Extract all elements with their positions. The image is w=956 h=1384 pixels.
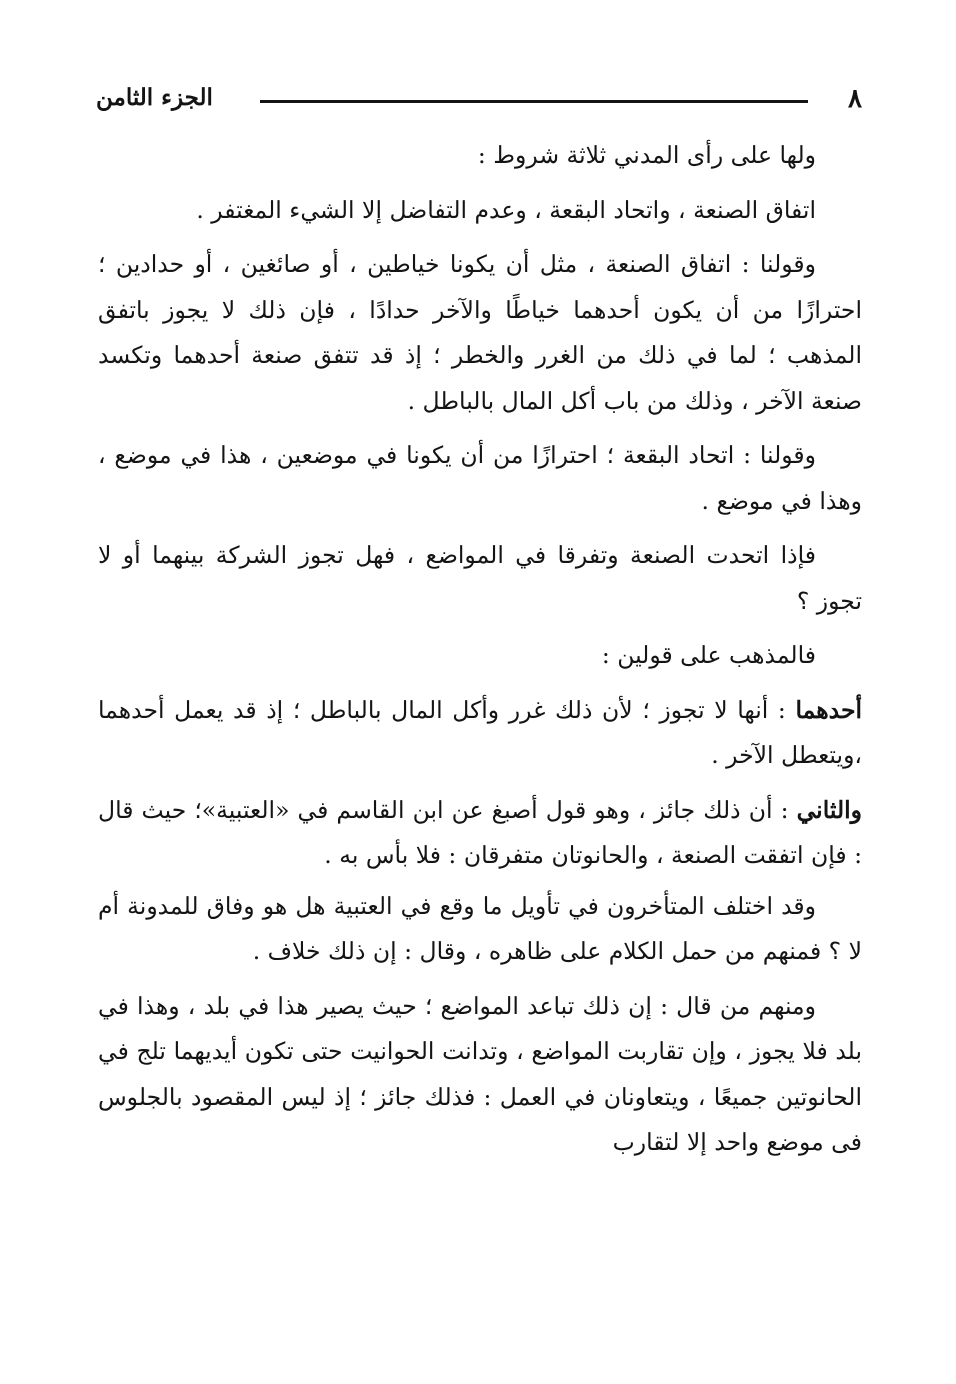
paragraph-text: وقولنا : اتفاق الصنعة ، مثل أن يكونا خياطين ، أو صائغين ، أو حدادين ؛ احترازًا من أن يكون أحدهما خياطًا والآخر حدادًا ، فإن ذلك لا يجوز باتفق المذهب ؛ لما في ذلك من الغرر والخطر ؛ إذ قد تتفق صنعة أحدهما وتكسد صنعة الآخر ، وذلك من باب أكل المال بالباطل .: [98, 250, 862, 415]
paragraph: [98, 788, 862, 879]
running-title: الجزء الثامن: [96, 84, 213, 111]
paragraph: [98, 884, 862, 975]
page-body: [98, 133, 862, 1175]
paragraph-text: ولها على رأى المدني ثلاثة شروط :: [477, 141, 816, 169]
paragraph: [98, 688, 862, 779]
page-number: ٨: [848, 84, 862, 114]
paragraph-text: وقولنا : اتحاد البقعة ؛ احترازًا من أن يكونا في موضعين ، هذا في موضع ، وهذا في موضع .: [98, 441, 862, 515]
paragraph-text: وقد اختلف المتأخرون في تأويل ما وقع في العتبية هل هو وفاق للمدونة أم لا ؟ فمنهم من حمل الكلام على ظاهره ، وقال : إن ذلك خلاف .: [98, 891, 862, 965]
paragraph: [98, 188, 862, 234]
paragraph-text: ومنهم من قال : إن ذلك تباعد المواضع ؛ حيث يصير هذا في بلد ، وهذا في بلد فلا يجوز ، وإن تقاربت المواضع ، وتدانت الحوانيت حتى تكون أيديهما تلج في الحانوتين جميعًا ، ويتعاونان في العمل : فذلك جائز ؛ إذ ليس المقصود بالجلوس فى موضع واحد إلا لتقارب: [98, 991, 862, 1156]
paragraph: [98, 984, 862, 1166]
paragraph-text: فإذا اتحدت الصنعة وتفرقا في المواضع ، فهل تجوز الشركة بينهما أو لا تجوز ؟: [98, 541, 862, 615]
paragraph-text: : أنها لا تجوز ؛ لأن ذلك غرر وأكل المال بالباطل ؛ إذ قد يعمل أحدهما ،ويتعطل الآخر .: [98, 695, 862, 769]
paragraph-text: : أن ذلك جائز ، وهو قول أصبغ عن ابن القاسم في «العتبية»؛ حيث قال : فإن اتفقت الصنعة ، والحانوتان متفرقان : فلا بأس به .: [98, 795, 862, 869]
paragraph: [98, 633, 862, 679]
paragraph-text: اتفاق الصنعة ، واتحاد البقعة ، وعدم التفاضل إلا الشيء المغتفر .: [196, 195, 816, 224]
paragraph: [98, 433, 862, 524]
paragraph-text: فالمذهب على قولين :: [601, 641, 816, 669]
paragraph: [98, 533, 862, 624]
paragraph-lead: أحدهما: [795, 695, 862, 724]
paragraph: [98, 133, 862, 179]
page-header: [96, 82, 862, 118]
paragraph: [98, 242, 862, 424]
paragraph-lead: والثاني: [796, 795, 862, 824]
header-rule: [260, 100, 808, 103]
